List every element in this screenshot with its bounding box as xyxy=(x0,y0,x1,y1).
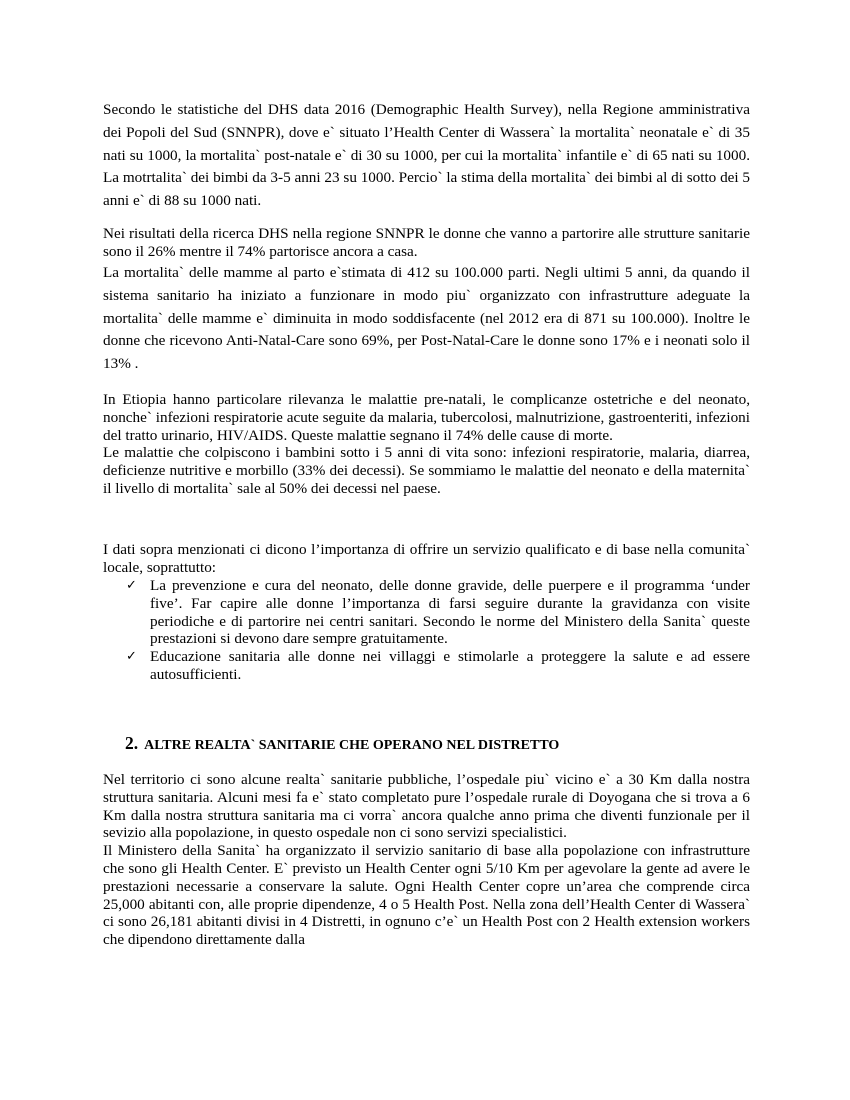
section-heading xyxy=(125,733,559,754)
paragraph-local-health xyxy=(103,771,750,949)
list-item-text: La prevenzione e cura del neonato, delle donne gravide, delle puerpere e il programma ‘under five’. Far capire alle donne l’importanza di farsi seguire durante la gravidanza con visite periodiche e di partorire nei centri sanitari. Secondo le norme del Ministero della Sanita` queste prestazioni si devono dare sempre gratuitamente. xyxy=(150,577,750,648)
section-title: ALTRE REALTA` SANITARIE CHE OPERANO NEL DISTRETTO xyxy=(144,738,560,753)
paragraph-diseases xyxy=(103,391,750,498)
list-item-text: Educazione sanitaria alle donne nei villaggi e stimolarle a proteggere la salute e ad essere autosufficienti. xyxy=(150,648,750,683)
paragraph-maternal-mortality: La mortalita` delle mamme al parto e`stimata di 412 su 100.000 parti. Negli ultimi 5 anni, da quando il sistema sanitario ha iniziato a funzionare in modo piu` organizzato con infrastrutture adeguate la mortalita` delle mamme e` diminuita in modo soddisfacente (nel 2012 era di 871 su 100.000). Inoltre le donne che ricevono Anti-Natal-Care sono 69%, per Post-Natal-Care le donne sono 17% e i neonati solo il 13% . xyxy=(103,264,750,373)
priority-list xyxy=(126,577,750,684)
list-item xyxy=(126,577,750,648)
checkmark-icon: ✓ xyxy=(126,578,137,593)
paragraph-health-centers: Il Ministero della Sanita` ha organizzato il servizio sanitario di base alla popolazione con infrastrutture che sono gli Health Center. E` previsto un Health Center ogni 5/10 Km per agevolare la gente ad avere le prestazioni necessarie a conservare la salute. Ogni Health Center copre un’area che comprende circa 25,000 abitanti con, alle proprie dipendenze, 4 o 5 Health Post. Nella zona dell’Health Center di Wassera` ci sono 26,181 abitanti divisi in 4 Distretti, in ognuno c’e` un Health Post con 2 Health extension workers che dipendono direttamente dalla xyxy=(103,842,750,949)
paragraph-importance: I dati sopra menzionati ci dicono l’importanza di offrire un servizio qualificato e di base nella comunita` locale, soprattutto: xyxy=(103,541,750,576)
paragraph-dhs-births: Nei risultati della ricerca DHS nella regione SNNPR le donne che vanno a partorire alle strutture sanitarie sono il 26% mentre il 74% partorisce ancora a casa. xyxy=(103,225,750,260)
list-item xyxy=(126,648,750,684)
paragraph-diseases-children: Le malattie che colpiscono i bambini sotto i 5 anni di vita sono: infezioni respiratorie, malaria, diarrea, deficienze nutritive e morbillo (33% dei decessi). Se sommiamo le malattie del neonato e della maternita` il livello di mortalita` sale al 50% dei decessi nel paese. xyxy=(103,444,750,497)
paragraph-dhs-statistics: Secondo le statistiche del DHS data 2016 (Demographic Health Survey), nella Regione amministrativa dei Popoli del Sud (SNNPR), dove e` situato l’Health Center di Wassera` la mortalita` neonatale e` di 35 nati su 1000, la mortalita` post-natale e` di 30 su 1000, per cui la mortalita` infantile e` di 65 nati su 1000. La motrtalita` dei bimbi da 3-5 anni 23 su 1000. Percio` la stima della mortalita` dei bimbi al di sotto dei 5 anni e` di 88 su 1000 nati. xyxy=(103,101,751,210)
paragraph-diseases-ethiopia: In Etiopia hanno particolare rilevanza le malattie pre-natali, le complicanze ostetriche e del neonato, nonche` infezioni respiratorie acute seguite da malaria, tubercolosi, malnutrizione, gastroenteriti, infezioni del tratto urinario, HIV/AIDS. Queste malattie segnano il 74% delle cause di morte. xyxy=(103,391,750,444)
section-number: 2. xyxy=(125,733,139,753)
checkmark-icon: ✓ xyxy=(126,649,137,665)
paragraph-hospitals: Nel territorio ci sono alcune realta` sanitarie pubbliche, l’ospedale piu` vicino e` a 30 Km dalla nostra struttura sanitaria. Alcuni mesi fa e` stato completato pure l’ospedale rurale di Doyogana che si trova a 6 Km dalla nostra struttura sanitaria ma ci vorra` ancora qualche anno prima che diventi funzionale per il sevizio alla popolazione, in questo ospedale non ci sono servizi specialistici. xyxy=(103,771,750,842)
